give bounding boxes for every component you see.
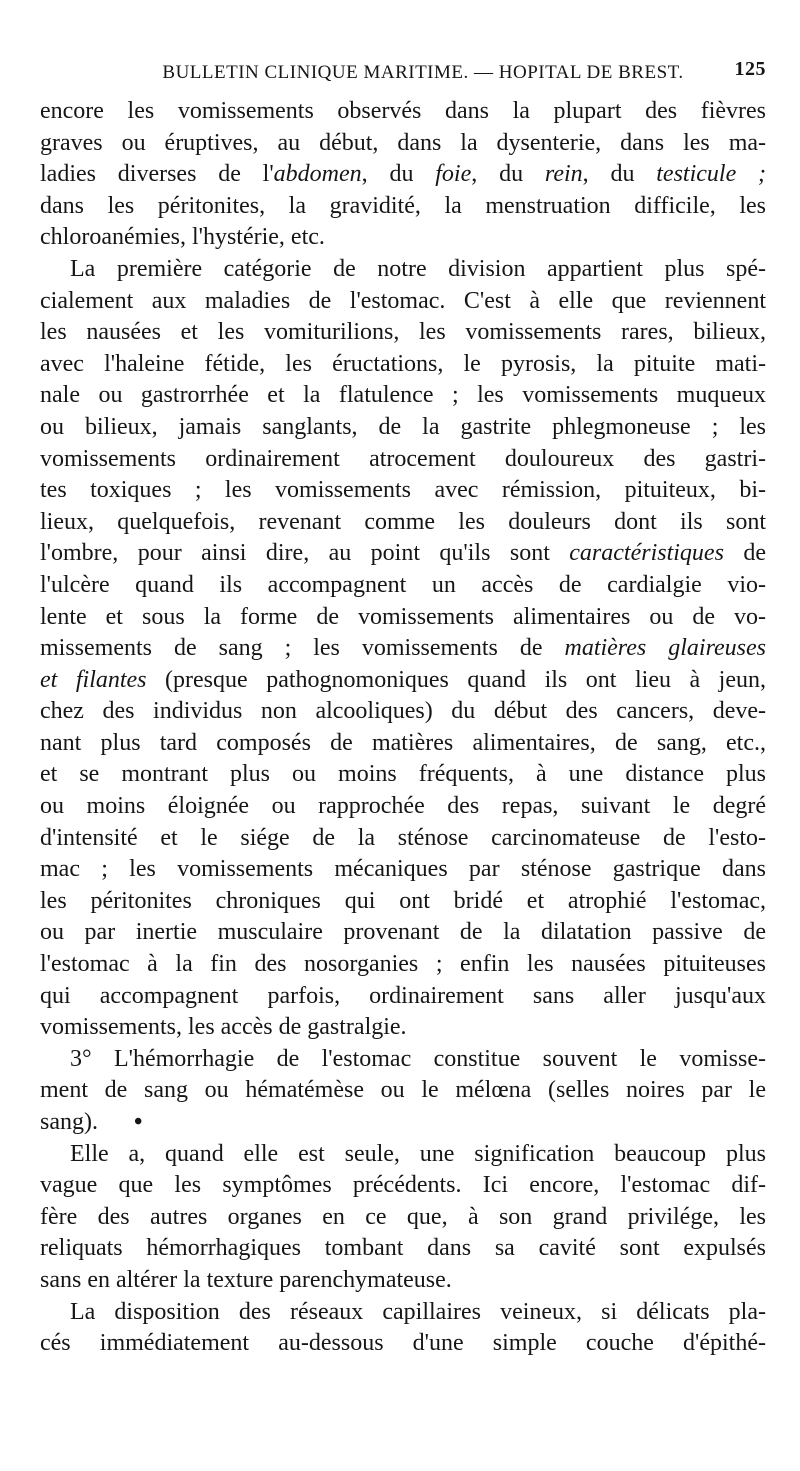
- running-title: BULLETIN CLINIQUE MARITIME. — HOPITAL DE BREST.: [162, 62, 684, 83]
- text-line: lente et sous la forme de vomissements alimentaires ou de vo-: [40, 603, 766, 630]
- page-number: 125: [734, 58, 766, 80]
- text-line: La disposition des réseaux capillaires veineux, si délicats pla-: [70, 1298, 766, 1325]
- text-line: vague que les symptômes précédents. Ici encore, l'estomac dif-: [40, 1172, 766, 1199]
- text-line: avec l'haleine fétide, les éructations, le pyrosis, la pituite mati-: [40, 350, 766, 377]
- text-line: ou par inertie musculaire provenant de la dilatation passive de: [40, 919, 766, 946]
- text-line: ment de sang ou hématémèse ou le mélœna (selles noires par le: [40, 1077, 766, 1104]
- text-line: [40, 159, 766, 191]
- paragraph-3: [40, 1044, 766, 1139]
- text-line: chloroanémies, l'hystérie, etc.: [40, 224, 325, 251]
- paragraph-5: [40, 1297, 766, 1360]
- text-line: fère des autres organes en ce que, à son grand privilége, les: [40, 1203, 766, 1230]
- text-line: [40, 633, 766, 665]
- text-line: sans en altérer la texture parenchymateuse.: [40, 1266, 452, 1293]
- text-run: , du: [582, 161, 657, 188]
- text-run: missements de sang ; les vomissements de: [40, 635, 565, 662]
- text-line: ou bilieux, jamais sanglants, de la gastrite phlegmoneuse ; les: [40, 413, 766, 440]
- text-line: graves ou éruptives, au début, dans la dysenterie, dans les ma-: [40, 129, 766, 156]
- text-line: qui accompagnent parfois, ordinairement sans aller jusqu'aux: [40, 982, 766, 1009]
- paragraph-1: [40, 96, 766, 254]
- text-run: , du: [471, 161, 545, 188]
- text-line: l'ulcère quand ils accompagnent un accès de cardialgie vio-: [40, 571, 766, 598]
- running-head: [40, 58, 766, 96]
- text-line: dans les péritonites, la gravidité, la menstruation difficile, les: [40, 192, 766, 219]
- text-line: ou moins éloignée ou rapprochée des repas, suivant le degré: [40, 793, 766, 820]
- text-line: les péritonites chroniques qui ont bridé et atrophié l'estomac,: [40, 887, 766, 914]
- text-line: chez des individus non alcooliques) du début des cancers, deve-: [40, 698, 766, 725]
- italic-term: caractéristiques: [569, 540, 724, 567]
- text-line: [40, 538, 766, 570]
- text-line: et se montrant plus ou moins fréquents, à une distance plus: [40, 761, 766, 788]
- text-run: l'ombre, pour ainsi dire, au point qu'ils sont: [40, 540, 570, 567]
- stray-mark: •: [133, 1109, 143, 1135]
- italic-term: et filantes: [40, 666, 147, 693]
- italic-term: abdomen: [273, 161, 362, 188]
- text-line: La première catégorie de notre division appartient plus spé-: [70, 255, 766, 282]
- text-line: lieux, quelquefois, revenant comme les douleurs dont ils sont: [40, 508, 766, 535]
- text-line: encore les vomissements observés dans la plupart des fièvres: [40, 98, 766, 124]
- text-line: vomissements, les accès de gastralgie.: [40, 1014, 407, 1041]
- text-line: 3° L'hémorrhagie de l'estomac constitue souvent le vomisse-: [70, 1045, 766, 1072]
- text-line: tes toxiques ; les vomissements avec rémission, pituiteux, bi-: [40, 477, 766, 504]
- body-text: [40, 96, 766, 1360]
- text-line: [40, 665, 766, 697]
- text-run: sang).: [40, 1109, 98, 1135]
- text-run: , du: [361, 161, 436, 188]
- text-line: les nausées et les vomiturilions, les vomissements rares, bilieux,: [40, 319, 766, 346]
- text-line: nant plus tard composés de matières alimentaires, de sang, etc.,: [40, 729, 766, 756]
- text-line: nale ou gastrorrhée et la flatulence ; les vomissements muqueux: [40, 382, 766, 409]
- text-line: d'intensité et le siége de la sténose carcinomateuse de l'esto-: [40, 824, 766, 851]
- text-line: [40, 1107, 766, 1139]
- text-line: vomissements ordinairement atrocement douloureux des gastri-: [40, 445, 766, 472]
- italic-term: rein: [544, 161, 583, 188]
- book-page: [40, 58, 767, 1360]
- text-run: (presque pathognomoniques quand ils ont lieu à jeun,: [146, 666, 766, 693]
- text-line: mac ; les vomissements mécaniques par sténose gastrique dans: [40, 856, 766, 883]
- text-line: cialement aux maladies de l'estomac. C'est à elle que reviennent: [40, 287, 766, 314]
- text-line: Elle a, quand elle est seule, une signification beaucoup plus: [70, 1140, 766, 1167]
- text-line: reliquats hémorrhagiques tombant dans sa cavité sont expulsés: [40, 1235, 766, 1262]
- text-run: de: [723, 540, 766, 567]
- italic-term: testicule ;: [656, 161, 767, 188]
- text-run: ladies diverses de l': [40, 161, 274, 188]
- text-line: l'estomac à la fin des nosorganies ; enfin les nausées pituiteuses: [40, 951, 766, 978]
- paragraph-2: [40, 254, 766, 1044]
- paragraph-4: [40, 1139, 766, 1297]
- italic-term: matières glaireuses: [564, 635, 766, 662]
- italic-term: foie: [435, 161, 472, 188]
- text-line: cés immédiatement au-dessous d'une simple couche d'épithé-: [40, 1330, 766, 1357]
